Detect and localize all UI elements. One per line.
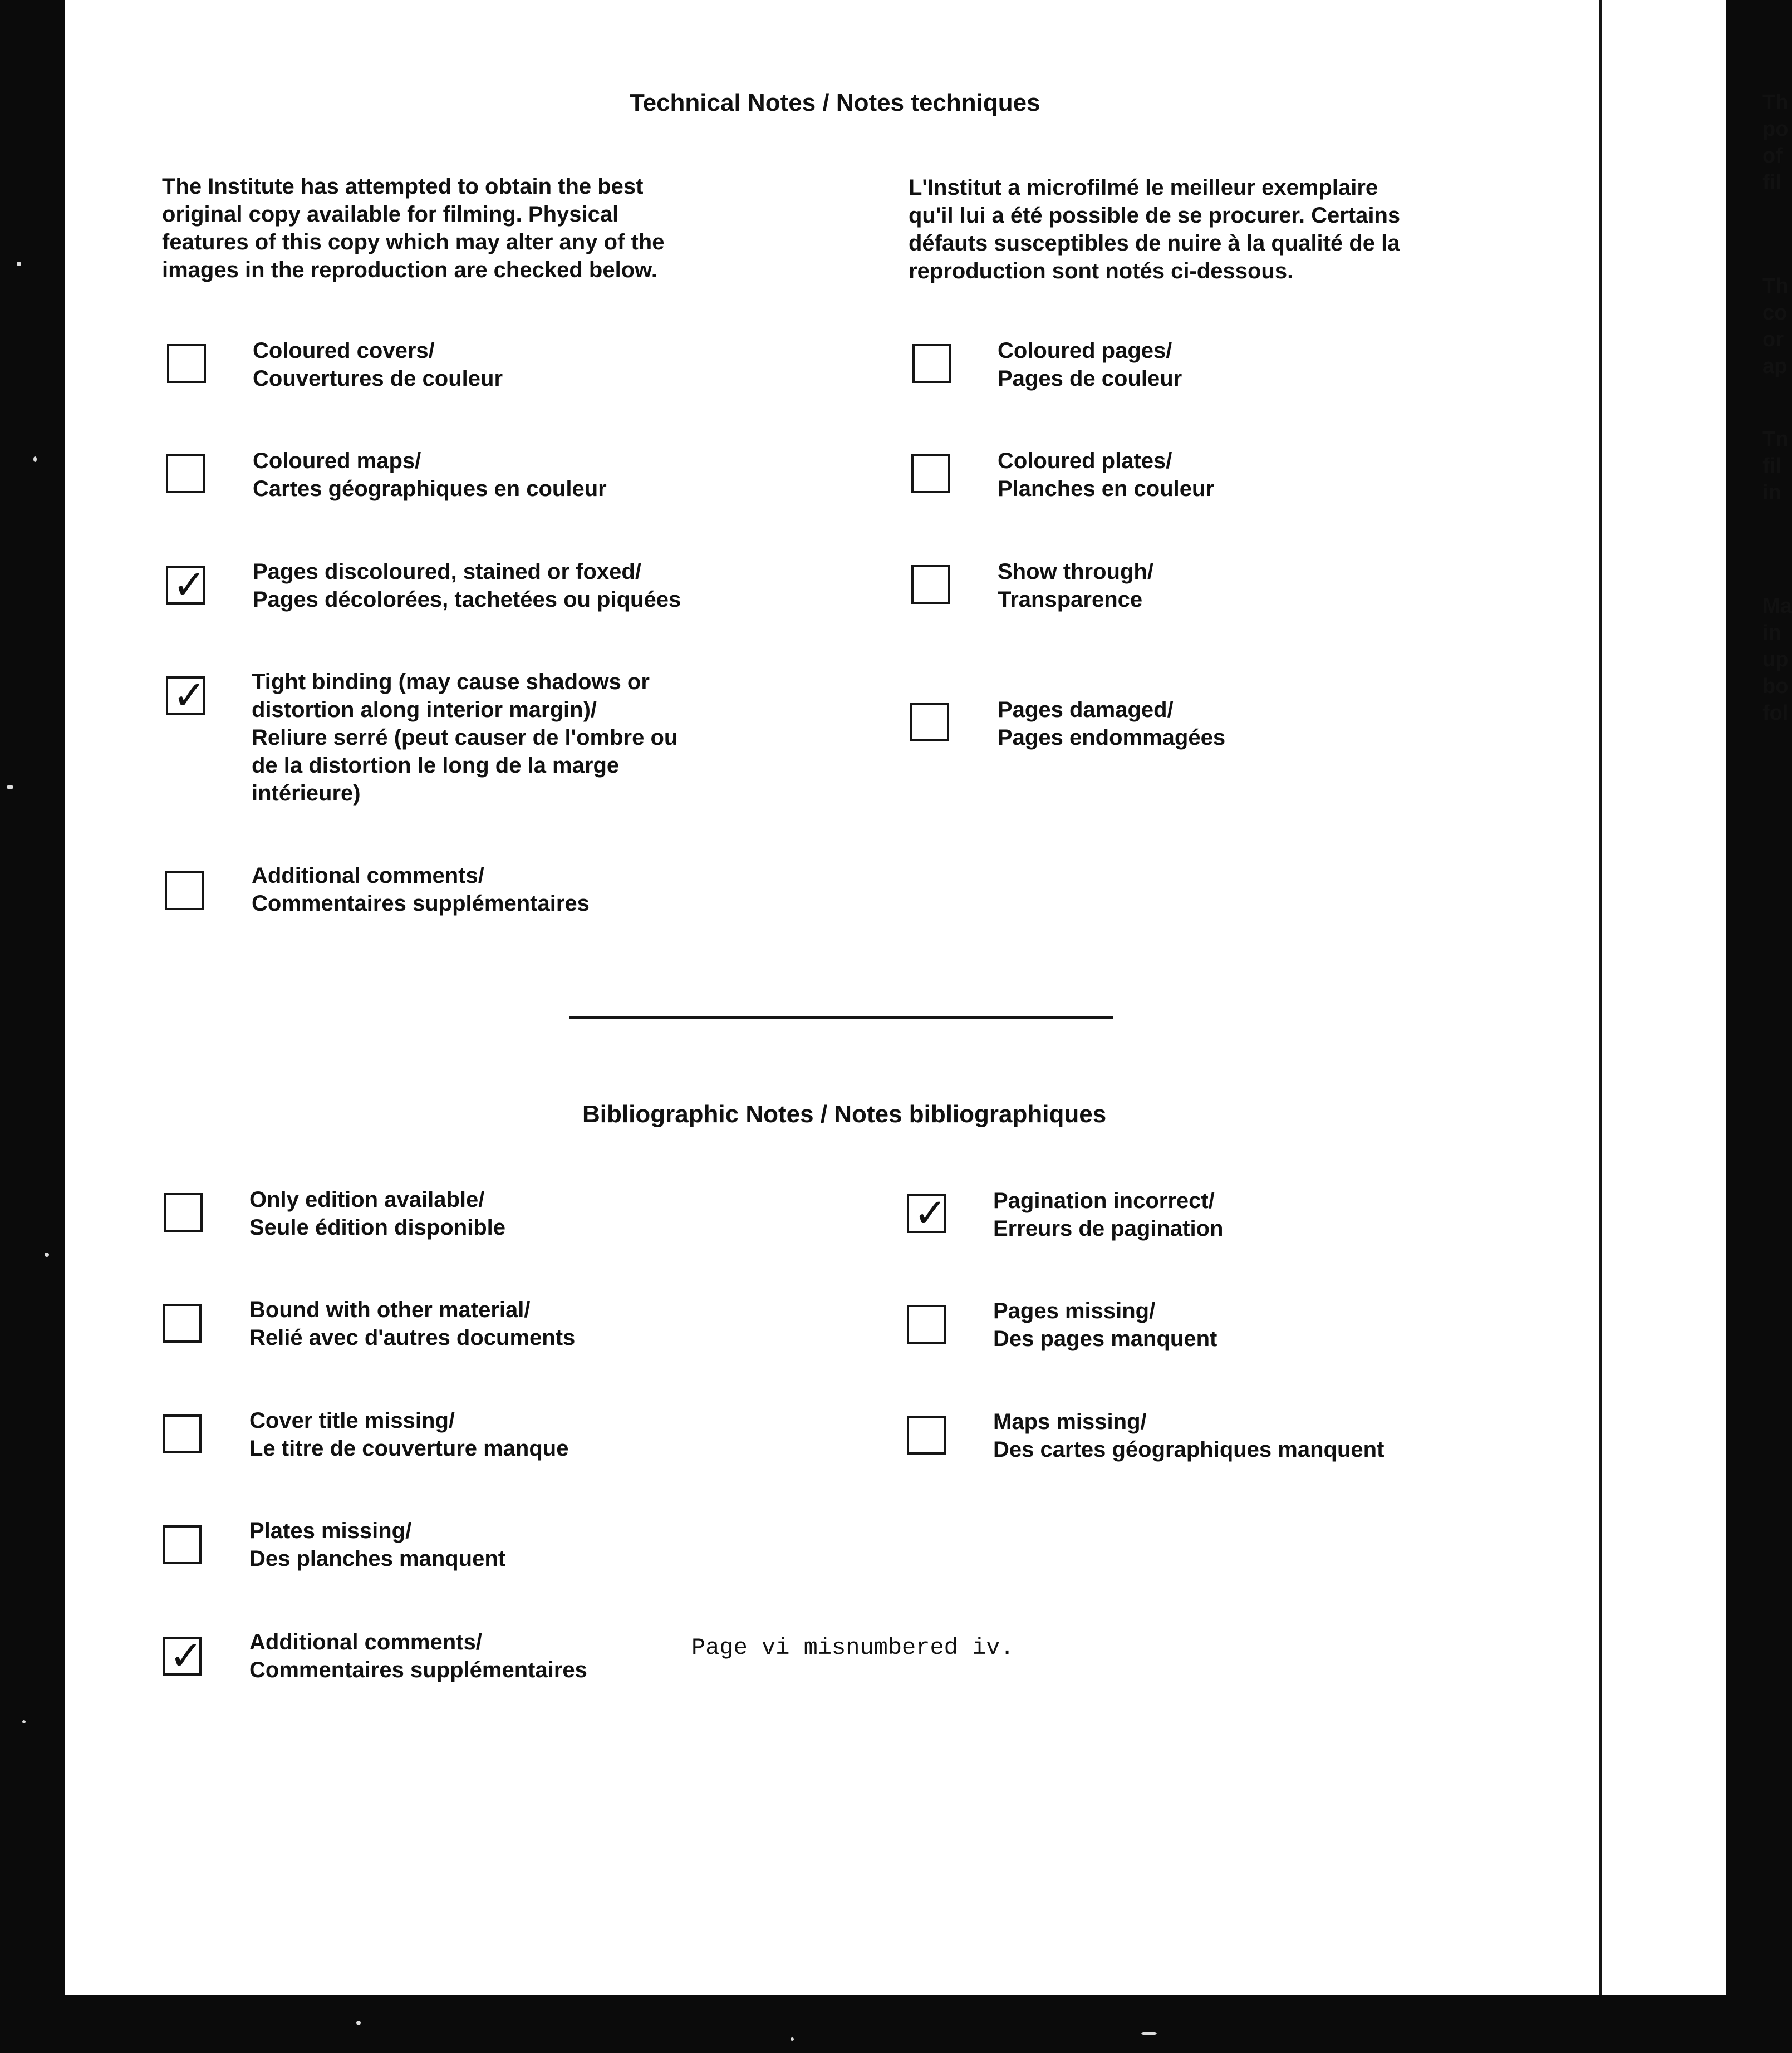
label-show-through — [998, 558, 1153, 613]
bibliographic-notes-title: Bibliographic Notes / Notes bibliographiques — [582, 1101, 1107, 1128]
edge-text: fol — [1762, 701, 1789, 725]
label-line: Commentaires supplémentaires — [249, 1658, 587, 1682]
label-line: Des cartes géographiques manquent — [993, 1437, 1384, 1462]
label-coloured-covers — [253, 337, 503, 392]
checkbox-bound-with-other[interactable] — [163, 1304, 202, 1343]
label-additional-comments-tech — [252, 862, 590, 917]
label-line: Coloured maps/ — [253, 449, 421, 473]
label-line: Pages missing/ — [993, 1299, 1156, 1323]
label-additional-comments-bib — [249, 1628, 587, 1684]
label-line: Des planches manquent — [249, 1546, 506, 1571]
label-pages-missing — [993, 1297, 1217, 1353]
label-line: Seule édition disponible — [249, 1215, 506, 1240]
label-line: Plates missing/ — [249, 1519, 412, 1543]
label-line: Additional comments/ — [249, 1630, 482, 1654]
scan-speck — [17, 262, 21, 266]
scan-speck — [1141, 2032, 1157, 2035]
checkbox-pagination-incorrect[interactable] — [907, 1190, 947, 1236]
intro-en-line: The Institute has attempted to obtain the best — [162, 174, 644, 199]
label-line: Coloured covers/ — [253, 338, 435, 363]
edge-text: po — [1762, 117, 1789, 141]
label-coloured-plates — [998, 447, 1214, 503]
label-line: Relié avec d'autres documents — [249, 1325, 576, 1350]
checkbox-pages-missing[interactable] — [907, 1305, 946, 1344]
label-maps-missing — [993, 1408, 1384, 1463]
scan-speck — [791, 2037, 794, 2041]
label-coloured-pages — [998, 337, 1182, 392]
checkbox-coloured-pages[interactable] — [912, 344, 951, 383]
edge-text: Ma — [1762, 595, 1792, 618]
label-line: Coloured pages/ — [998, 338, 1172, 363]
label-line: Reliure serré (peut causer de l'ombre ou — [252, 725, 678, 750]
label-line: Couvertures de couleur — [253, 366, 503, 391]
label-line: Cartes géographiques en couleur — [253, 477, 607, 501]
label-line: Pages de couleur — [998, 366, 1182, 391]
label-line: Pages décolorées, tachetées ou piquées — [253, 587, 681, 612]
edge-text: in — [1762, 481, 1781, 504]
label-line: Des pages manquent — [993, 1327, 1217, 1351]
intro-fr-line: L'Institut a microfilmé le meilleur exemplaire — [909, 175, 1378, 200]
intro-fr-line: qu'il lui a été possible de se procurer. Certains — [909, 203, 1401, 228]
intro-en-line: images in the reproduction are checked below. — [162, 258, 657, 282]
check-mark: ✓ — [914, 1190, 947, 1236]
checkbox-pages-damaged[interactable] — [910, 703, 949, 741]
label-line: Transparence — [998, 587, 1143, 612]
label-line: Only edition available/ — [249, 1187, 485, 1212]
edge-fragment-2 — [1762, 273, 1788, 380]
label-line: Pages endommagées — [998, 725, 1226, 750]
scan-speck — [356, 2021, 361, 2025]
intro-en-line: original copy available for filming. Physical — [162, 202, 619, 227]
page-edge-line — [1599, 0, 1602, 1995]
scan-speck — [33, 456, 37, 462]
additional-comment-text: Page vi misnumbered iv. — [691, 1634, 1014, 1661]
checkbox-show-through[interactable] — [911, 565, 950, 604]
label-line: Show through/ — [998, 559, 1153, 584]
check-mark: ✓ — [169, 1632, 203, 1679]
check-mark: ✓ — [173, 672, 207, 719]
technical-notes-title: Technical Notes / Notes techniques — [630, 89, 1040, 116]
check-mark: ✓ — [173, 561, 207, 608]
label-coloured-maps — [253, 447, 607, 503]
edge-text: co — [1762, 301, 1788, 325]
scan-speck — [7, 785, 13, 789]
section-divider — [569, 1016, 1113, 1019]
edge-text: or — [1762, 328, 1784, 351]
label-line: Pages damaged/ — [998, 698, 1174, 722]
edge-text: Tn — [1762, 428, 1789, 451]
label-pages-discoloured — [253, 558, 681, 613]
label-line: Tight binding (may cause shadows or — [252, 670, 650, 694]
checkbox-coloured-maps[interactable] — [166, 454, 205, 493]
checkbox-additional-comments-bib[interactable] — [163, 1632, 203, 1679]
label-plates-missing — [249, 1517, 505, 1573]
intro-fr-line: défauts susceptibles de nuire à la qualité de la — [909, 231, 1400, 256]
label-line: Coloured plates/ — [998, 449, 1172, 473]
scan-speck — [45, 1253, 49, 1257]
label-only-edition — [249, 1186, 505, 1241]
checkbox-coloured-covers[interactable] — [167, 344, 206, 383]
edge-fragment-1 — [1762, 89, 1788, 196]
label-line: Planches en couleur — [998, 477, 1215, 501]
label-pagination-incorrect — [993, 1187, 1223, 1242]
label-line: distortion along interior margin)/ — [252, 698, 597, 722]
label-pages-damaged — [998, 696, 1225, 752]
edge-text: up — [1762, 648, 1789, 671]
label-cover-title-missing — [249, 1407, 568, 1462]
edge-text: ap — [1762, 355, 1788, 378]
label-line: Pages discoloured, stained or foxed/ — [253, 559, 641, 584]
checkbox-plates-missing[interactable] — [163, 1525, 202, 1564]
checkbox-cover-title-missing[interactable] — [163, 1414, 202, 1453]
label-tight-binding — [252, 668, 677, 807]
edge-text: Th — [1762, 274, 1789, 298]
checkbox-only-edition[interactable] — [164, 1193, 203, 1232]
technical-intro-en — [162, 173, 664, 284]
label-line: de la distortion le long de la marge — [252, 753, 620, 778]
label-line: Bound with other material/ — [249, 1298, 531, 1322]
edge-text: in — [1762, 621, 1781, 645]
label-line: Commentaires supplémentaires — [252, 891, 590, 916]
intro-en-line: features of this copy which may alter any of the — [162, 230, 665, 254]
edge-fragment-4 — [1762, 593, 1792, 726]
edge-text: of — [1762, 144, 1783, 168]
checkbox-tight-binding[interactable] — [166, 672, 207, 719]
technical-intro-fr — [909, 174, 1400, 285]
edge-fragment-3 — [1762, 426, 1788, 506]
label-bound-with-other — [249, 1296, 575, 1352]
checkbox-maps-missing[interactable] — [907, 1416, 946, 1455]
checkbox-coloured-plates[interactable] — [911, 454, 950, 493]
edge-text: fil — [1762, 454, 1781, 478]
edge-text: Th — [1762, 91, 1789, 114]
label-line: Le titre de couverture manque — [249, 1436, 569, 1461]
intro-fr-line: reproduction sont notés ci-dessous. — [909, 259, 1294, 283]
label-line: Additional comments/ — [252, 863, 484, 888]
edge-text: bo — [1762, 675, 1789, 698]
scan-speck — [22, 1720, 26, 1723]
checkbox-pages-discoloured[interactable] — [166, 561, 207, 608]
label-line: intérieure) — [252, 781, 361, 806]
scanned-page — [65, 0, 1792, 1995]
checkbox-additional-comments-tech[interactable] — [165, 871, 204, 910]
label-line: Pagination incorrect/ — [993, 1188, 1215, 1213]
label-line: Cover title missing/ — [249, 1408, 455, 1433]
label-line: Maps missing/ — [993, 1409, 1147, 1434]
label-line: Erreurs de pagination — [993, 1216, 1224, 1241]
edge-text: fil — [1762, 171, 1781, 194]
